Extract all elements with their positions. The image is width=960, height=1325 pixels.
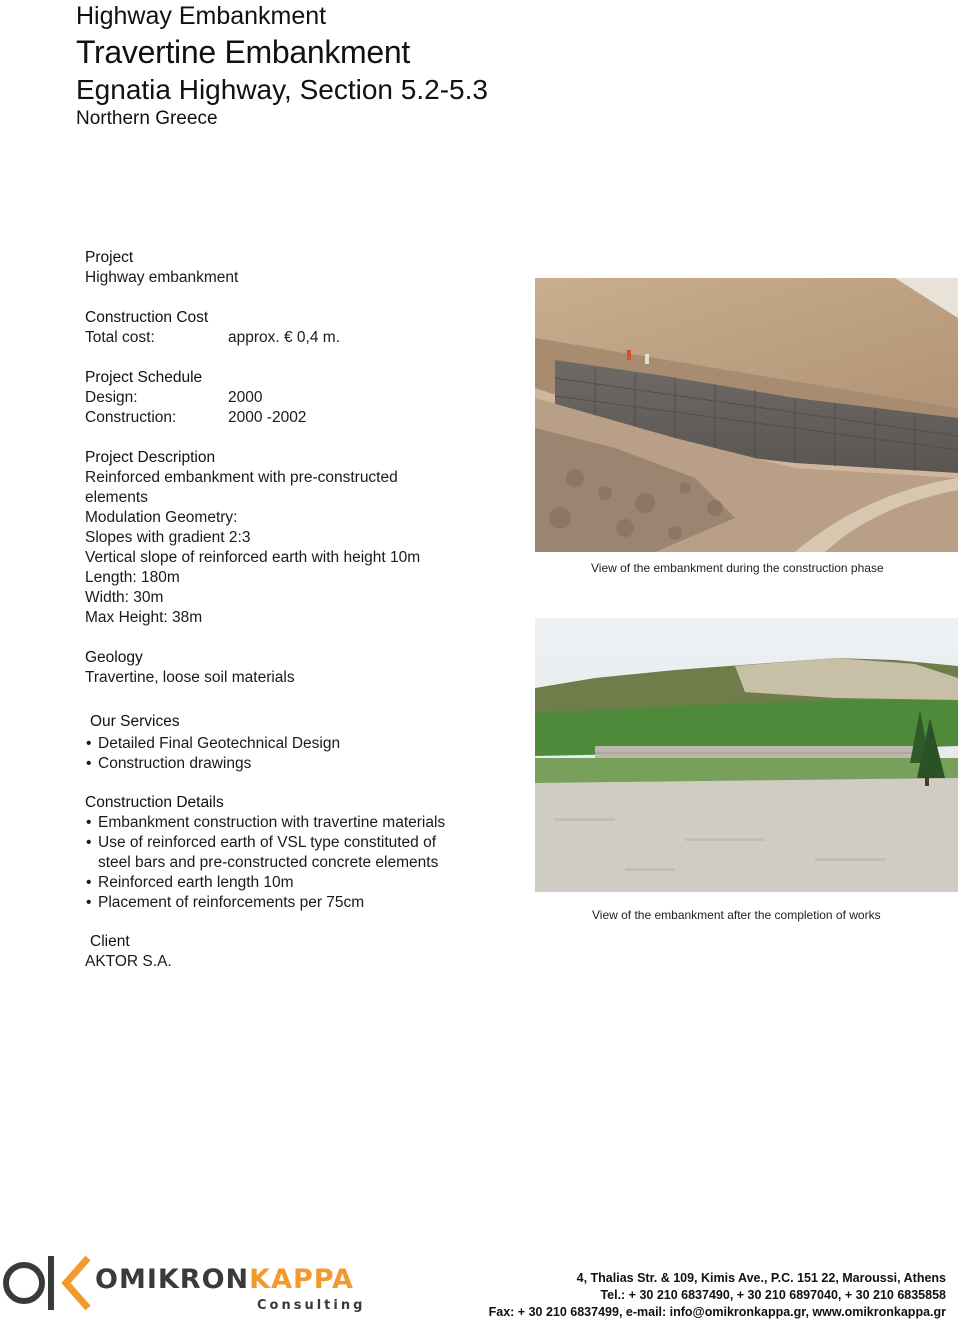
description-line: Modulation Geometry: xyxy=(85,509,238,526)
schedule-section xyxy=(85,368,525,428)
logo-name-part2: KAPPA xyxy=(249,1264,354,1295)
description-section xyxy=(85,448,525,628)
list-item: • Embankment construction with travertine materials xyxy=(85,813,485,833)
list-item: • Construction drawings xyxy=(85,754,525,774)
geology-section xyxy=(85,648,525,688)
construction-value: 2000 -2002 xyxy=(228,409,307,426)
construction-photo-image xyxy=(535,278,958,552)
list-item: • Use of reinforced earth of VSL type constituted of steel bars and pre-constructed concrete elements xyxy=(85,833,458,873)
project-heading: Project xyxy=(85,249,134,266)
cost-heading: Construction Cost xyxy=(85,309,209,326)
description-line: Length: 180m xyxy=(85,569,180,586)
list-item: • Reinforced earth length 10m xyxy=(85,873,485,893)
details-heading: Construction Details xyxy=(85,794,224,811)
region-subtitle: Northern Greece xyxy=(76,108,218,129)
services-list xyxy=(85,734,525,774)
logo-mark-icon xyxy=(2,1250,92,1316)
construction-photo xyxy=(535,278,958,552)
footer-address: 4, Thalias Str. & 109, Kimis Ave., P.C. 151 22, Maroussi, Athens xyxy=(576,1271,946,1285)
logo-subtitle: Consulting xyxy=(257,1298,366,1313)
schedule-construction-row xyxy=(85,408,525,428)
cost-section xyxy=(85,308,525,348)
design-label: Design: xyxy=(85,389,138,406)
description-line: Slopes with gradient 2:3 xyxy=(85,529,251,546)
details-list xyxy=(85,813,485,913)
logo-name-part1: OMIKRON xyxy=(95,1264,250,1295)
services-heading: Our Services xyxy=(90,713,180,730)
client-value: AKTOR S.A. xyxy=(85,953,172,970)
services-section xyxy=(85,712,525,774)
footer-fax: Fax: + 30 210 6837499, e-mail: info@omikronkappa.gr, www.omikronkappa.gr xyxy=(488,1305,946,1319)
cost-label: Total cost: xyxy=(85,329,155,346)
completed-photo-image xyxy=(535,618,958,892)
photo1-caption: View of the embankment during the construction phase xyxy=(591,561,884,575)
cost-value: approx. € 0,4 m. xyxy=(228,329,341,346)
geology-heading: Geology xyxy=(85,649,143,666)
footer-tel: Tel.: + 30 210 6837490, + 30 210 6897040, + 30 210 6835858 xyxy=(600,1288,946,1302)
page-title: Travertine Embankment xyxy=(76,34,410,70)
description-line: Vertical slope of reinforced earth with height 10m xyxy=(85,549,421,566)
description-line: Reinforced embankment with pre-constructed xyxy=(85,469,398,486)
geology-value: Travertine, loose soil materials xyxy=(85,669,295,686)
location-title: Egnatia Highway, Section 5.2-5.3 xyxy=(76,74,488,105)
company-logo xyxy=(2,1250,372,1320)
description-line: elements xyxy=(85,489,148,506)
cost-row xyxy=(85,328,525,348)
description-heading: Project Description xyxy=(85,449,216,466)
schedule-heading: Project Schedule xyxy=(85,369,203,386)
design-value: 2000 xyxy=(228,389,263,406)
construction-label: Construction: xyxy=(85,409,177,426)
client-heading: Client xyxy=(90,933,130,950)
description-line: Max Height: 38m xyxy=(85,609,203,626)
footer-contact xyxy=(489,1270,946,1321)
project-section xyxy=(85,248,525,288)
list-item: • Detailed Final Geotechnical Design xyxy=(85,734,525,754)
photo2-caption: View of the embankment after the completion of works xyxy=(592,908,881,922)
details-section xyxy=(85,793,485,913)
description-line: Width: 30m xyxy=(85,589,164,606)
client-section xyxy=(85,932,525,972)
completed-photo xyxy=(535,618,958,892)
project-value: Highway embankment xyxy=(85,269,239,286)
list-item: • Placement of reinforcements per 75cm xyxy=(85,893,485,913)
schedule-design-row xyxy=(85,388,525,408)
logo-wordmark xyxy=(95,1264,354,1295)
category-title: Highway Embankment xyxy=(76,2,327,30)
